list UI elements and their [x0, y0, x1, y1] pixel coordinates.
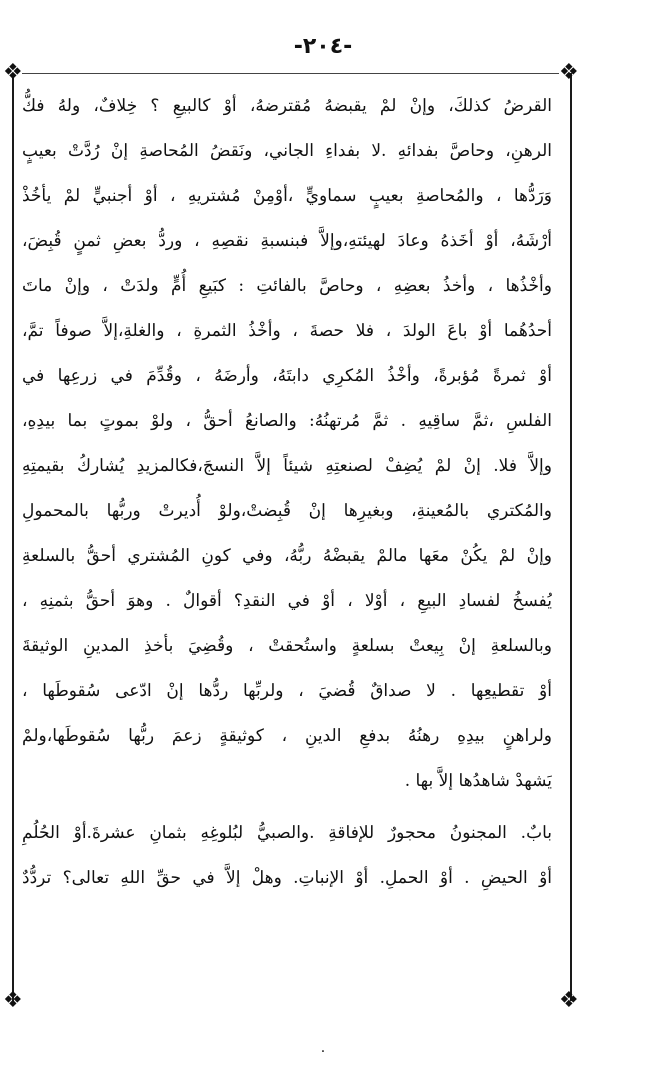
section-gap [22, 804, 552, 811]
page-number: -٢٠٤- [293, 34, 353, 59]
corner-ornament-icon: ❖ [3, 60, 23, 85]
text-line: القرضُ كذلكَ، وإنْ لمْ يقبضهُ مُقترضهُ، أوْ كالبيعِ ؟ خِلافٌ، ولهُ فكُّ [22, 96, 552, 116]
text-line: أوْ تقطيعِها . لا صداقٌ قُضيَ ، ولربِّها ردُّها إنْ ادّعى سُقوطَها ، [22, 681, 552, 701]
text-line: أوْ الحيضِ . أوْ الحملِ. أوْ الإنباتِ. وهلْ إلاَّ في حقِّ اللهِ تعالى؟ تردُّدٌ [22, 868, 552, 888]
text-line: ولراهنٍ بيدِهِ رهنُهُ بدفعِ الدينِ ، كوثيقةٍ زعمَ ربُّها سُقوطَها،ولمْ [22, 726, 552, 746]
text-line: الفلسِ ،ثمَّ ساقِيهِ . ثمَّ مُرتهنُهُ: والصانعُ أحقُّ ، ولوْ بموتٍ بما بيدِهِ، [22, 411, 552, 431]
text-line: وإلاَّ فلا. إنْ لمْ يُضِفْ لصنعتِهِ شيئاً إلاَّ النسجَ،فكالمزيدِ يُشاركُ بقيمتِهِ [22, 456, 552, 476]
paragraph-2 [22, 811, 552, 901]
corner-ornament-icon: ❖ [3, 988, 23, 1013]
text-line: أوْ ثمرةً مُؤبرةً، وأخْذُ المُكرِي دابتَهُ، وأرضَهُ ، وقُدِّمَ في زرعِها في [22, 366, 552, 386]
corner-ornament-icon: ❖ [559, 988, 579, 1013]
corner-ornament-icon: ❖ [559, 60, 579, 85]
text-line: أحدُهُما أوْ باعَ الولدَ ، فلا حصةَ ، وأخْذُ الثمرةِ ، والغلةِ،إلاَّ صوفاً تمَّ، [22, 321, 552, 341]
bottom-mark: . [320, 1040, 326, 1056]
text-line: يَشهدْ شاهدُها إلاَّ بها . [404, 771, 552, 791]
page-body [22, 84, 552, 901]
text-line: وإنْ لمْ يكُنْ معَها مالمْ يقبضْهُ ربُّهُ، وفي كونِ المُشتري أحقُّ بالسلعةِ [22, 546, 552, 566]
text-line: وَرَدُّها ، والمُحاصةِ بعيبٍ سماويٍّ ،أوْمِنْ مُشتريهِ ، أوْ أجنبيٍّ لمْ يأخُذْ [22, 186, 552, 206]
chapter-heading-line: بابٌ. المجنونُ محجورٌ للإفاقةِ .والصبيُّ لبُلوغِهِ بثمانِ عشرةَ.أوْ الحُلُمِ [22, 823, 552, 843]
text-line: وبالسلعةِ إنْ بِيعتْ بسلعةٍ واستُحقتْ ، وقُضِيَ بأخذِ المدينِ الوثيقةَ [22, 636, 552, 656]
text-line: يُفسخُ لفسادِ البيعِ ، أوْلا ، أوْ في النقدِ؟ أقوالٌ . وهوَ أحقُّ بثمنِهِ ، [22, 591, 552, 611]
text-line: الرهنِ، وحاصَّ بفدائهِ .لا بفداءِ الجاني، ونَقضُ المُحاصةِ إنْ رُدَّتْ بعيبٍ [22, 141, 552, 161]
paragraph-1 [22, 84, 552, 804]
text-line: والمُكتري بالمُعينةِ، وبغيرِها إنْ قُبِضتْ،ولوْ أُديرتْ وربُّها بالمحمولِ [22, 501, 552, 521]
text-line: أرْشَهُ، أوْ أخَذهُ وعادَ لهيئتهِ،وإلاَّ فبنسبةِ نقصِهِ ، وردُّ بعضِ ثمنٍ قُبِضَ، [22, 231, 552, 251]
text-line: وأخْذُها ، وأخذُ بعضِهِ ، وحاصَّ بالفائتِ : كبَيعِ أُمٍّ ولدَتْ ، وإنْ ماتَ [22, 276, 552, 296]
